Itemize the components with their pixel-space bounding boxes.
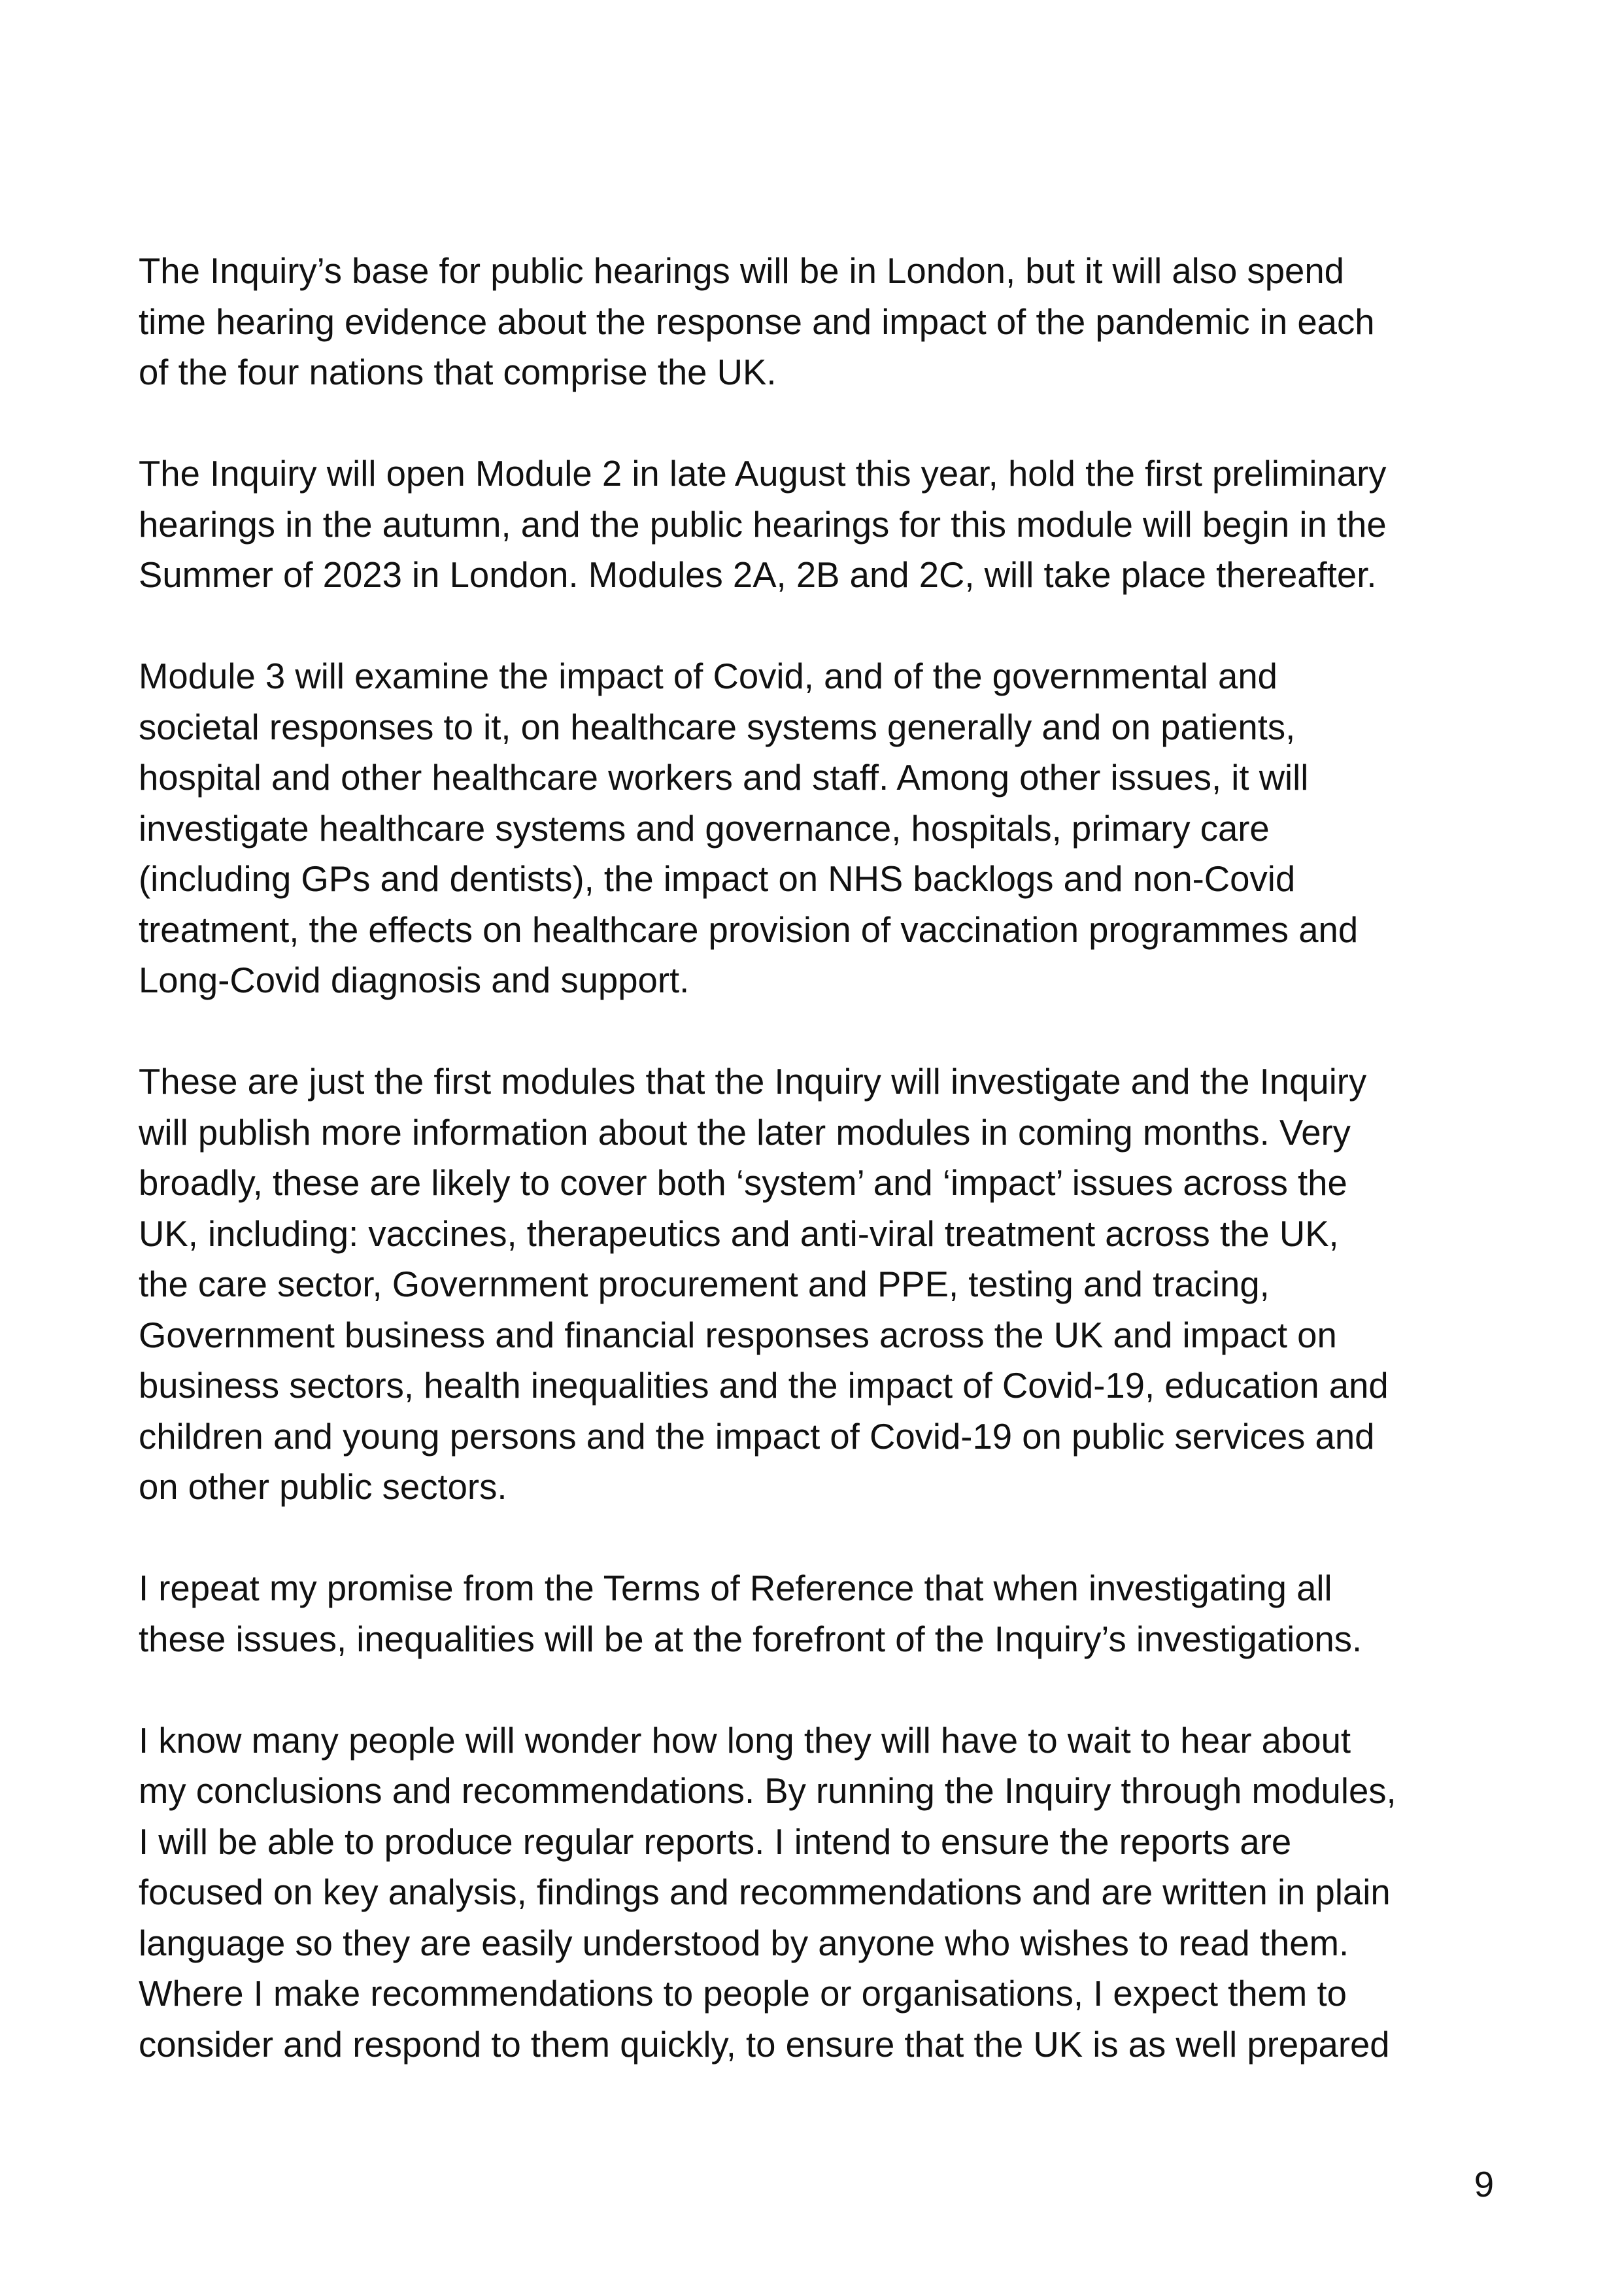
text-line: language so they are easily understood by anyone who wishes to read them.: [139, 1923, 1349, 1963]
text-line: UK, including: vaccines, therapeutics and anti-viral treatment across the UK,: [139, 1213, 1339, 1254]
text-line: Government business and financial responses across the UK and impact on: [139, 1315, 1337, 1355]
text-line: on other public sectors.: [139, 1467, 507, 1507]
text-line: The Inquiry will open Module 2 in late August this year, hold the first preliminary: [139, 454, 1387, 494]
text-line: focused on key analysis, findings and recommendations and are written in plain: [139, 1872, 1391, 1912]
paragraph-1: [139, 246, 1538, 398]
paragraph-5: [139, 1563, 1538, 1664]
text-line: my conclusions and recommendations. By running the Inquiry through modules,: [139, 1771, 1396, 1811]
text-line: consider and respond to them quickly, to ensure that the UK is as well prepared: [139, 2024, 1390, 2065]
text-line: broadly, these are likely to cover both ‘system’ and ‘impact’ issues across the: [139, 1163, 1347, 1203]
paragraph-6: [139, 1715, 1538, 2070]
text-line: I will be able to produce regular reports. I intend to ensure the reports are: [139, 1821, 1292, 1862]
page-number: 9: [1474, 2165, 1494, 2204]
page-body: [139, 246, 1538, 2121]
paragraph-3: [139, 651, 1538, 1006]
text-line: time hearing evidence about the response and impact of the pandemic in each: [139, 301, 1375, 342]
text-line: I repeat my promise from the Terms of Reference that when investigating all: [139, 1568, 1332, 1608]
text-line: investigate healthcare systems and governance, hospitals, primary care: [139, 808, 1270, 849]
text-line: these issues, inequalities will be at the forefront of the Inquiry’s investigations.: [139, 1619, 1362, 1659]
text-line: societal responses to it, on healthcare systems generally and on patients,: [139, 707, 1296, 747]
text-line: Long-Covid diagnosis and support.: [139, 960, 690, 1000]
text-line: children and young persons and the impact of Covid-19 on public services and: [139, 1416, 1375, 1457]
paragraph-2: [139, 448, 1538, 601]
text-line: will publish more information about the later modules in coming months. Very: [139, 1112, 1351, 1153]
text-line: I know many people will wonder how long they will have to wait to hear about: [139, 1720, 1351, 1761]
text-line: the care sector, Government procurement and PPE, testing and tracing,: [139, 1264, 1270, 1304]
text-line: Summer of 2023 in London. Modules 2A, 2B and 2C, will take place thereafter.: [139, 555, 1377, 595]
text-line: hearings in the autumn, and the public hearings for this module will begin in the: [139, 504, 1387, 545]
text-line: Module 3 will examine the impact of Covid, and of the governmental and: [139, 656, 1277, 696]
text-line: The Inquiry’s base for public hearings will be in London, but it will also spend: [139, 251, 1344, 291]
text-line: These are just the first modules that the Inquiry will investigate and the Inquiry: [139, 1062, 1367, 1102]
text-line: Where I make recommendations to people or organisations, I expect them to: [139, 1974, 1347, 2014]
text-line: business sectors, health inequalities and the impact of Covid-19, education and: [139, 1366, 1389, 1406]
paragraph-4: [139, 1056, 1538, 1513]
text-line: (including GPs and dentists), the impact on NHS backlogs and non-Covid: [139, 859, 1296, 899]
text-line: of the four nations that comprise the UK.: [139, 352, 777, 392]
text-line: treatment, the effects on healthcare provision of vaccination programmes and: [139, 909, 1359, 950]
text-line: hospital and other healthcare workers and staff. Among other issues, it will: [139, 758, 1309, 798]
